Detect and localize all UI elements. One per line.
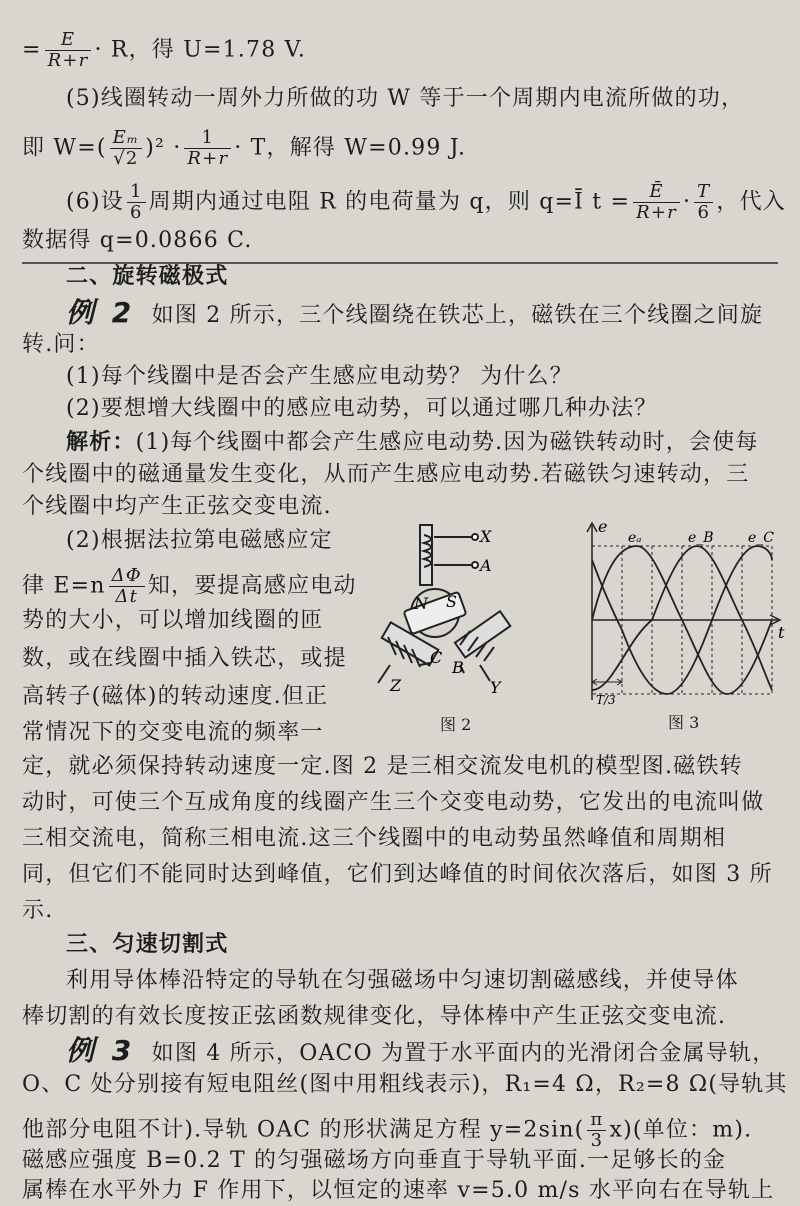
paragraph-q-result: 数据得 q=0.0866 C. bbox=[22, 228, 253, 253]
formula-line-q: (6)设 $\frac{1}{6}$ 周期内通过电阻 R 的电荷量为 q，则 q=Ī t = $\frac{Ē}{R+r}$ · $\frac{T}{6}$ ，代入 bbox=[66, 181, 786, 223]
example-2-line-b: 转.问： bbox=[22, 332, 100, 357]
analysis-2k: 示. bbox=[22, 898, 54, 923]
analysis-1b: 个线圈中的磁通量发生变化，从而产生感应电动势.若磁铁匀速转动，三 bbox=[22, 462, 750, 487]
fig2-label-a: A bbox=[480, 556, 492, 575]
section-heading-uniform-cutting: 三、匀速切割式 bbox=[66, 932, 229, 957]
analysis-2a: (2)根据法拉第电磁感应定 bbox=[66, 528, 333, 553]
fig2-label-b: B bbox=[452, 658, 464, 677]
figure-3-caption: 图 3 bbox=[668, 713, 700, 732]
figure-2-generator-model bbox=[360, 515, 550, 715]
formula-line-w: 即 W=( $\frac{\text{Eₘ}}{√2}$ )² · $\frac{1}{R+r}$ · T，解得 W=0.99 J. bbox=[22, 127, 467, 169]
analysis-1: 解析：(1)每个线圈中都会产生感应电动势.因为磁铁转动时，会使每 bbox=[66, 430, 759, 455]
example-2-tag: 例 2 bbox=[66, 296, 136, 329]
example-3-line-d: 磁感应强度 B=0.2 T 的匀强磁场方向垂直于导轨平面.一足够长的金 bbox=[22, 1148, 727, 1173]
fig3-label-t3: T/3 bbox=[596, 693, 616, 707]
analysis-2e: 高转子(磁体)的转动速度.但正 bbox=[22, 684, 329, 709]
analysis-2j: 同，但它们不能同时达到峰值，它们到达峰值的时间依次落后，如图 3 所 bbox=[22, 862, 773, 887]
fig3-label-ec: e_C bbox=[748, 530, 774, 546]
fig2-label-c: C bbox=[430, 648, 443, 667]
question-2: (2)要想增大线圈中的感应电动势，可以通过哪几种办法？ bbox=[66, 396, 658, 421]
question-1: (1)每个线圈中是否会产生感应电动势？ 为什么？ bbox=[66, 364, 573, 389]
example-3-line: 例 3 如图 4 所示，OACO 为置于水平面内的光滑闭合金属导轨， bbox=[66, 1034, 776, 1067]
analysis-2d: 数，或在线圈中插入铁芯，或提 bbox=[22, 646, 347, 671]
section3-paragraph-a: 利用导体棒沿特定的导轨在匀强磁场中匀速切割磁感线，并使导体 bbox=[66, 968, 739, 993]
analysis-2c: 势的大小，可以增加线圈的匝 bbox=[22, 608, 324, 633]
fig3-label-eb: e_B bbox=[688, 530, 714, 546]
example-3-line-e: 属棒在水平外力 F 作用下，以恒定的速率 v=5.0 m/s 水平向右在导轨上 bbox=[22, 1178, 775, 1203]
fig2-label-y: Y bbox=[490, 678, 501, 697]
fig2-label-z: Z bbox=[390, 676, 402, 695]
fig2-label-s: S bbox=[446, 592, 457, 611]
analysis-2g: 定，就必须保持转动速度一定.图 2 是三相交流发电机的模型图.磁铁转 bbox=[22, 754, 743, 779]
section-heading-rotating-pole: 二、旋转磁极式 bbox=[66, 264, 229, 289]
formula-line-u: = $\frac{E}{R+r}$ · R，得 U=1.78 V. bbox=[22, 29, 307, 71]
analysis-2i: 三相交流电，简称三相电流.这三个线圈中的电动势虽然峰值和周期相 bbox=[22, 826, 727, 851]
analysis-2h: 动时，可使三个互成角度的线圈产生三个交变电动势，它发出的电流叫做 bbox=[22, 790, 765, 815]
example-3-line-b: O、C 处分别接有短电阻丝(图中用粗线表示)，R₁=4 Ω，R₂=8 Ω(导轨其 bbox=[22, 1072, 788, 1097]
section3-paragraph-b: 棒切割的有效长度按正弦函数规律变化，导体棒中产生正弦交变电流. bbox=[22, 1004, 727, 1029]
fig3-label-ea: eₐ bbox=[628, 530, 642, 546]
analysis-2b: 律 E=n $\frac{\Delta\Phi}{\Delta t}$ 知，要提高感应电动 bbox=[22, 565, 357, 607]
fig2-label-n: N bbox=[414, 594, 428, 613]
analysis-2f: 常情况下的交变电流的频率一 bbox=[22, 720, 324, 745]
example-2-line: 例 2 如图 2 所示，三个线圈绕在铁芯上，磁铁在三个线圈之间旋 bbox=[66, 296, 764, 329]
fig2-label-x: X bbox=[480, 527, 492, 546]
fig3-axis-t: t bbox=[778, 623, 785, 642]
paragraph-work: (5)线圈转动一周外力所做的功 W 等于一个周期内电流所做的功， bbox=[66, 86, 745, 111]
figure-2-caption: 图 2 bbox=[440, 715, 472, 734]
figure-3-three-phase-graph bbox=[582, 520, 792, 710]
analysis-1c: 个线圈中均产生正弦交变电流. bbox=[22, 494, 332, 519]
example-3-tag: 例 3 bbox=[66, 1034, 136, 1067]
fig3-axis-e: e bbox=[598, 520, 608, 536]
example-3-line-c: 他部分电阻不计).导轨 OAC 的形状满足方程 y=2sin( $\frac{\pi}{3}$ x)(单位：m). bbox=[22, 1109, 753, 1151]
